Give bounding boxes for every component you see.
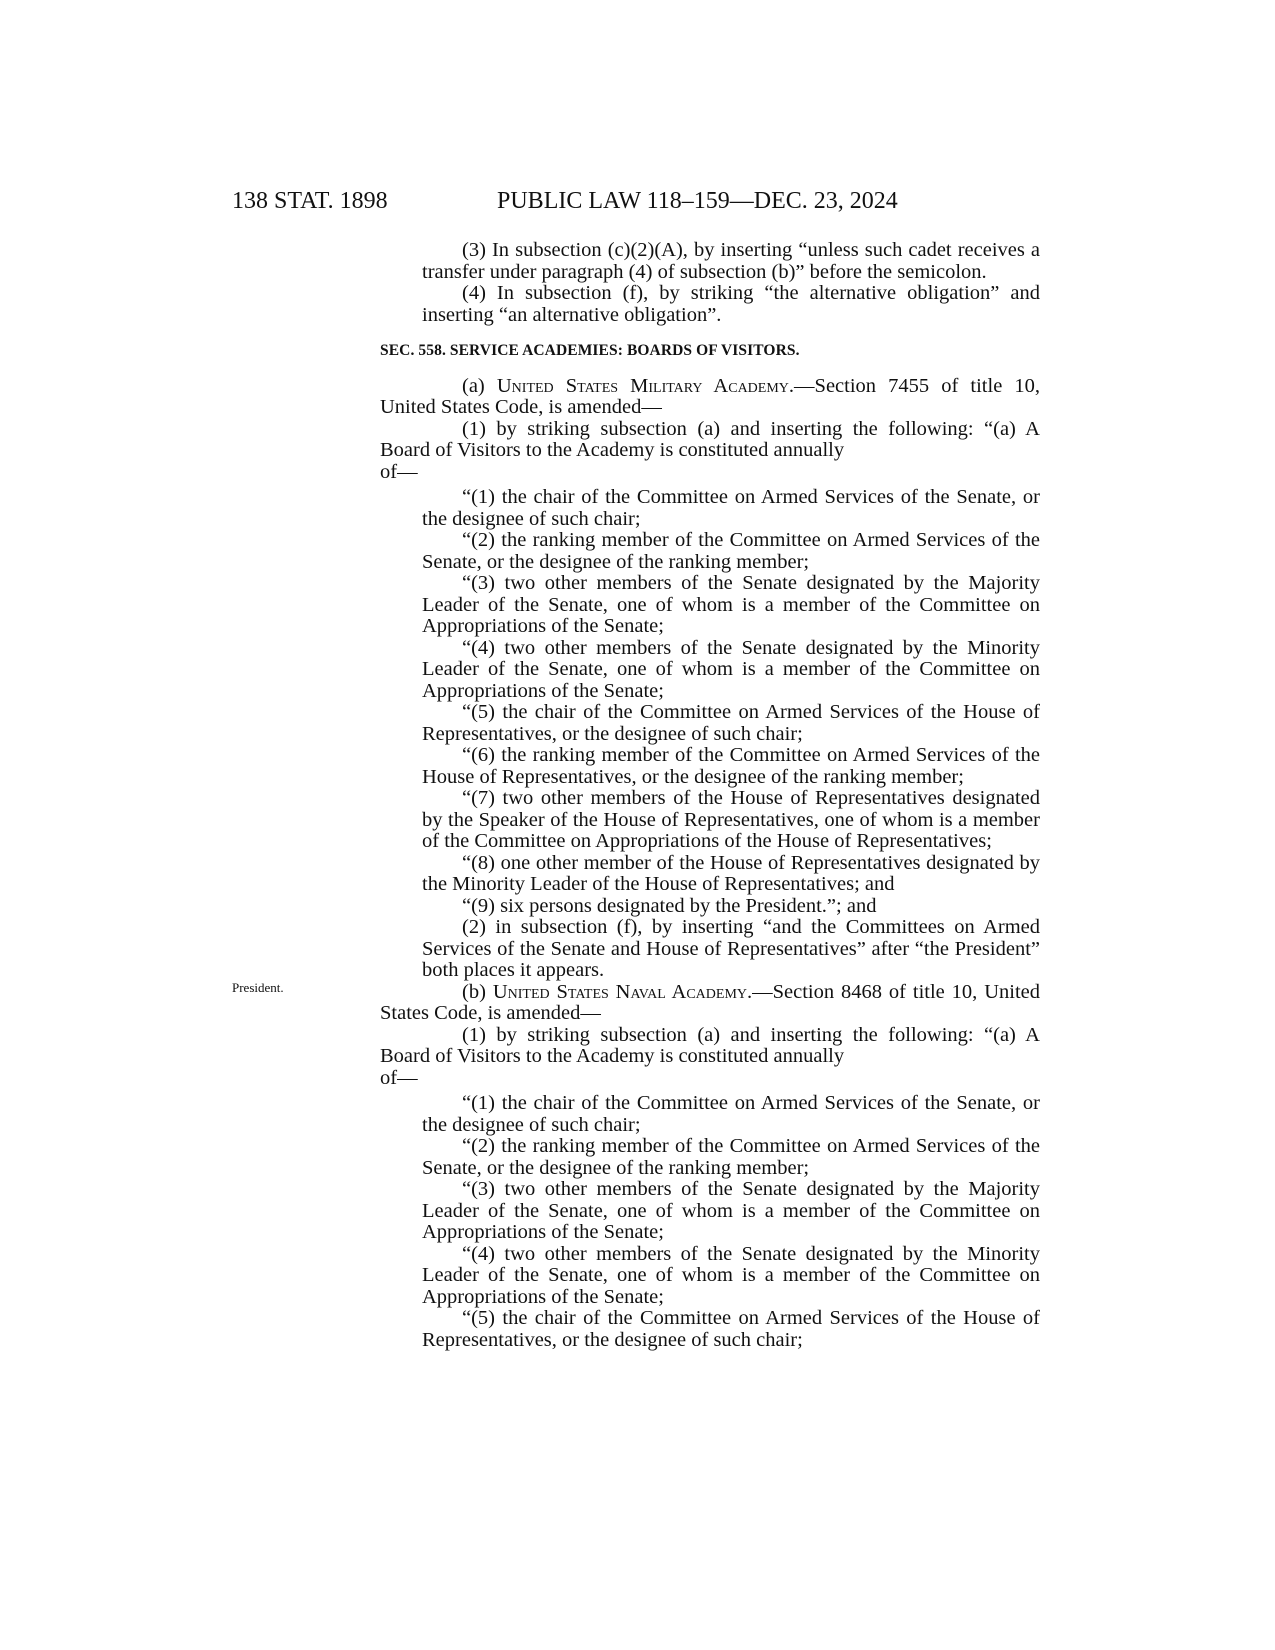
subsection-b-title: United States Naval Academy (492, 980, 748, 1003)
subsection-a-text: .—Section 7455 of title 10, United States Code, is amended— (380, 374, 1041, 418)
subsection-b (380, 982, 1040, 1025)
list-item: “(7) two other members of the House of Representatives designated by the Speaker of the House of Representatives, one of whom is a member of the Committee on Appropriations of the House of Representatives; (422, 787, 1040, 852)
list-item: “(1) the chair of the Committee on Armed Services of the Senate, or the designee of such chair; (422, 486, 1040, 530)
list-item: “(8) one other member of the House of Representatives designated by the Minority Leader of the House of Representatives; and (422, 851, 1040, 895)
list-item: “(1) the chair of the Committee on Armed Services of the Senate, or the designee of such chair; (422, 1092, 1040, 1136)
list-item: “(6) the ranking member of the Committee on Armed Services of the House of Representatives, or the designee of the ranking member; (422, 744, 1040, 788)
paragraph: (3) In subsection (c)(2)(A), by inserting “unless such cadet receives a transfer under paragraph (4) of subsection (b)” before the semicolon. (422, 239, 1040, 283)
paragraph: (4) In subsection (f), by striking “the alternative obligation” and inserting “an alternative obligation”. (422, 282, 1040, 326)
subsection-a (380, 376, 1040, 419)
list-item: “(5) the chair of the Committee on Armed Services of the House of Representatives, or the designee of such chair; (422, 701, 1040, 745)
margin-note: President. (232, 980, 284, 995)
page-header (232, 188, 932, 222)
list-item: “(9) six persons designated by the President.”; and (462, 894, 877, 917)
paragraph-continuation: of— (380, 1066, 418, 1089)
paragraph-continuation: of— (380, 460, 418, 483)
list-item: “(3) two other members of the Senate designated by the Majority Leader of the Senate, one of whom is a member of the Committee on Appropriations of the Senate; (422, 572, 1040, 637)
subsection-b-number: (b) (462, 980, 486, 1003)
list-item: “(2) the ranking member of the Committee on Armed Services of the Senate, or the designee of the ranking member; (422, 529, 1040, 573)
list-item: “(2) the ranking member of the Committee on Armed Services of the Senate, or the designee of the ranking member; (422, 1135, 1040, 1179)
list-item: “(4) two other members of the Senate designated by the Minority Leader of the Senate, one of whom is a member of the Committee on Appropriations of the Senate; (422, 1242, 1040, 1308)
public-law-citation: PUBLIC LAW 118–159—DEC. 23, 2024 (497, 188, 898, 214)
list-item: “(5) the chair of the Committee on Armed Services of the House of Representatives, or the designee of such chair; (422, 1307, 1040, 1351)
subsection-a-number: (a) (462, 374, 485, 397)
paragraph: (2) in subsection (f), by inserting “and the Committees on Armed Services of the Senate and House of Representatives” after “the President” both places it appears. (422, 916, 1040, 981)
list-item: “(4) two other members of the Senate designated by the Minority Leader of the Senate, one of whom is a member of the Committee on Appropriations of the Senate; (422, 636, 1040, 702)
document-body (380, 240, 1040, 1351)
subsection-b-text: .—Section 8468 of title 10, United States Code, is amended— (380, 980, 1041, 1024)
list-item: “(3) two other members of the Senate designated by the Majority Leader of the Senate, one of whom is a member of the Committee on Appropriations of the Senate; (422, 1178, 1040, 1243)
statute-page-number: 138 STAT. 1898 (232, 188, 388, 214)
paragraph: (1) by striking subsection (a) and inserting the following: “(a) A Board of Visitors to the Academy is constituted annually (380, 1023, 1040, 1067)
paragraph: (1) by striking subsection (a) and inserting the following: “(a) A Board of Visitors to the Academy is constituted annually (380, 417, 1040, 461)
subsection-a-title: United States Military Academy (496, 374, 789, 397)
section-heading: SEC. 558. SERVICE ACADEMIES: BOARDS OF VISITORS. (380, 342, 800, 359)
